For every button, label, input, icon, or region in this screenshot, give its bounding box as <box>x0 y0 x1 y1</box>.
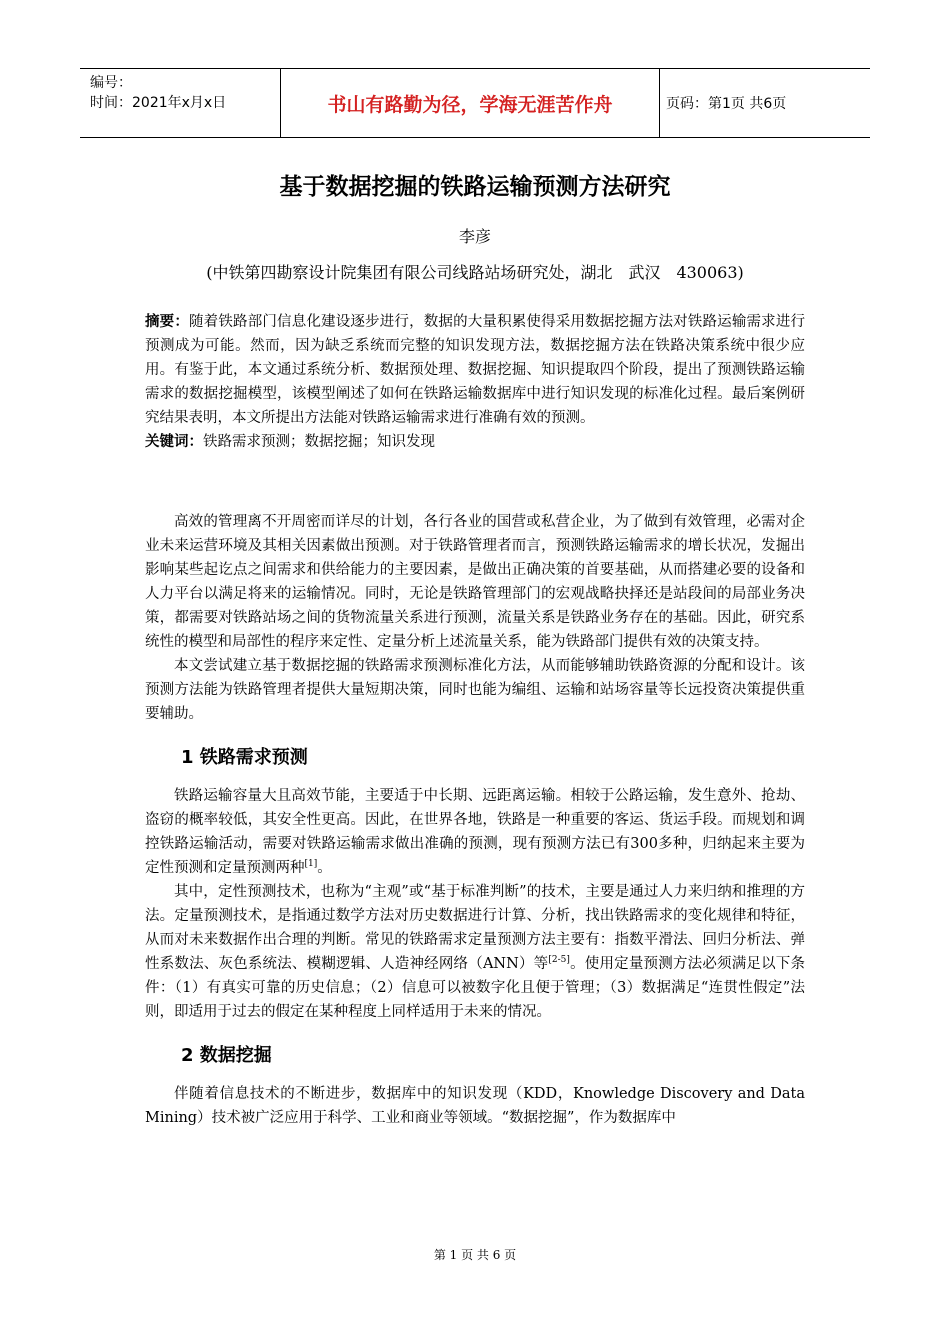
section-2-heading: 2 数据挖掘 <box>181 1045 272 1066</box>
abstract-label: 摘要： <box>145 313 190 330</box>
number-label: 编号： <box>90 75 132 91</box>
main-text <box>145 510 805 1130</box>
abstract-block <box>145 310 805 454</box>
abstract-paragraph <box>145 310 805 430</box>
header-page-label: 页码：第1页 共6页 <box>666 96 787 112</box>
keywords-paragraph <box>145 430 805 454</box>
page-footer: 第 1 页 共 6 页 <box>433 1248 517 1262</box>
keywords-text: 铁路需求预测；数据挖掘；知识发现 <box>203 434 435 450</box>
header-table <box>80 68 870 138</box>
intro-paragraph-1: 高效的管理离不开周密而详尽的计划，各行各业的国营或私营企业，为了做到有效管理，必需对企业未来运营环境及其相关因素做出预测。对于铁路管理者而言，预测铁路运输需求的增长状况，发掘出影响某些起讫点之间需求和供给能力的主要因素，是做出正确决策的首要基础，从而搭建必要的设备和人力平台以满足将来的运输情况。同时，无论是铁路管理部门的宏观战略抉择还是站段间的局部业务决策，都需要对铁路站场之间的货物流量关系进行预测，流量关系是铁路业务存在的基础。因此，研究系统性的模型和局部性的程序来定性、定量分析上述流量关系，能为铁路部门提供有效的决策支持。 <box>145 514 805 650</box>
section-1-p2-text-a: 其中，定性预测技术，也称为“主观”或“基于标准判断”的技术，主要是通过人力来归纳和推理的方法。定量预测技术，是指通过数学方法对历史数据进行计算、分析，找出铁路需求的变化规律和特征，从而对未来数据作出合理的判断。常见的铁路需求定量预测方法主要有：指数平滑法、回归分析法、弹性系数法、灰色系统法、模糊逻辑、人造神经网络（ANN）等 <box>145 884 805 972</box>
section-1-p1-end: 。 <box>317 860 332 876</box>
section-1-paragraph-2 <box>145 880 805 1024</box>
abstract-text: 随着铁路部门信息化建设逐步进行，数据的大量积累使得采用数据挖掘方法对铁路运输需求进行预测成为可能。然而，因为缺乏系统而完整的知识发现方法，数据挖掘方法在铁路决策系统中很少应用。有鉴于此，本文通过系统分析、数据预处理、数据挖掘、知识提取四个阶段，提出了预测铁路运输需求的数据挖掘模型，该模型阐述了如何在铁路运输数据库中进行知识发现的标准化过程。最后案例研究结果表明，本文所提出方法能对铁路运输需求进行准确有效的预测。 <box>145 314 806 426</box>
author-affiliation: (中铁第四勘察设计院集团有限公司线路站场研究处，湖北 武汉 430063) <box>206 263 744 282</box>
section-1-heading: 1 铁路需求预测 <box>181 747 308 768</box>
header-motto: 书山有路勤为径，学海无涯苦作舟 <box>281 69 660 137</box>
section-1-p1-text: 铁路运输容量大且高效节能，主要适于中长期、远距离运输。相较于公路运输，发生意外、抢劫、盗窃的概率较低，其安全性更高。因此，在世界各地，铁路是一种重要的客运、货运手段。而规划和调控铁路运输活动，需要对铁路运输需求做出准确的预测，现有预测方法已有300多种，归纳起来主要为定性预测和定量预测两种 <box>145 788 805 876</box>
header-left-cell <box>80 69 281 137</box>
author-name: 李彦 <box>458 227 491 246</box>
section-1-paragraph-1 <box>145 784 805 880</box>
paper-title: 基于数据挖掘的铁路运输预测方法研究 <box>279 174 671 200</box>
time-label: 时间：2021年x月x日 <box>90 95 227 111</box>
section-2-paragraph-1: 伴随着信息技术的不断进步，数据库中的知识发现（KDD，Knowledge Discovery and Data Mining）技术被广泛应用于科学、工业和商业等领域。“数据挖掘”，作为数据库中 <box>145 1086 805 1126</box>
keywords-label: 关键词： <box>145 433 203 450</box>
intro-paragraph-2: 本文尝试建立基于数据挖掘的铁路需求预测标准化方法，从而能够辅助铁路资源的分配和设计。该预测方法能为铁路管理者提供大量短期决策，同时也能为编组、运输和站场容量等长远投资决策提供重要辅助。 <box>145 658 805 722</box>
section-1-p2-text-b: 。使用定量预测方法必须满足以下条件：（1）有真实可靠的历史信息；（2）信息可以被数字化且便于管理；（3）数据满足“连贯性假定”法则，即适用于过去的假定在某种程度上同样适用于未来的情况。 <box>145 956 805 1020</box>
citation-ref: [1] <box>304 859 318 870</box>
citation-ref: [2-5] <box>548 955 570 966</box>
